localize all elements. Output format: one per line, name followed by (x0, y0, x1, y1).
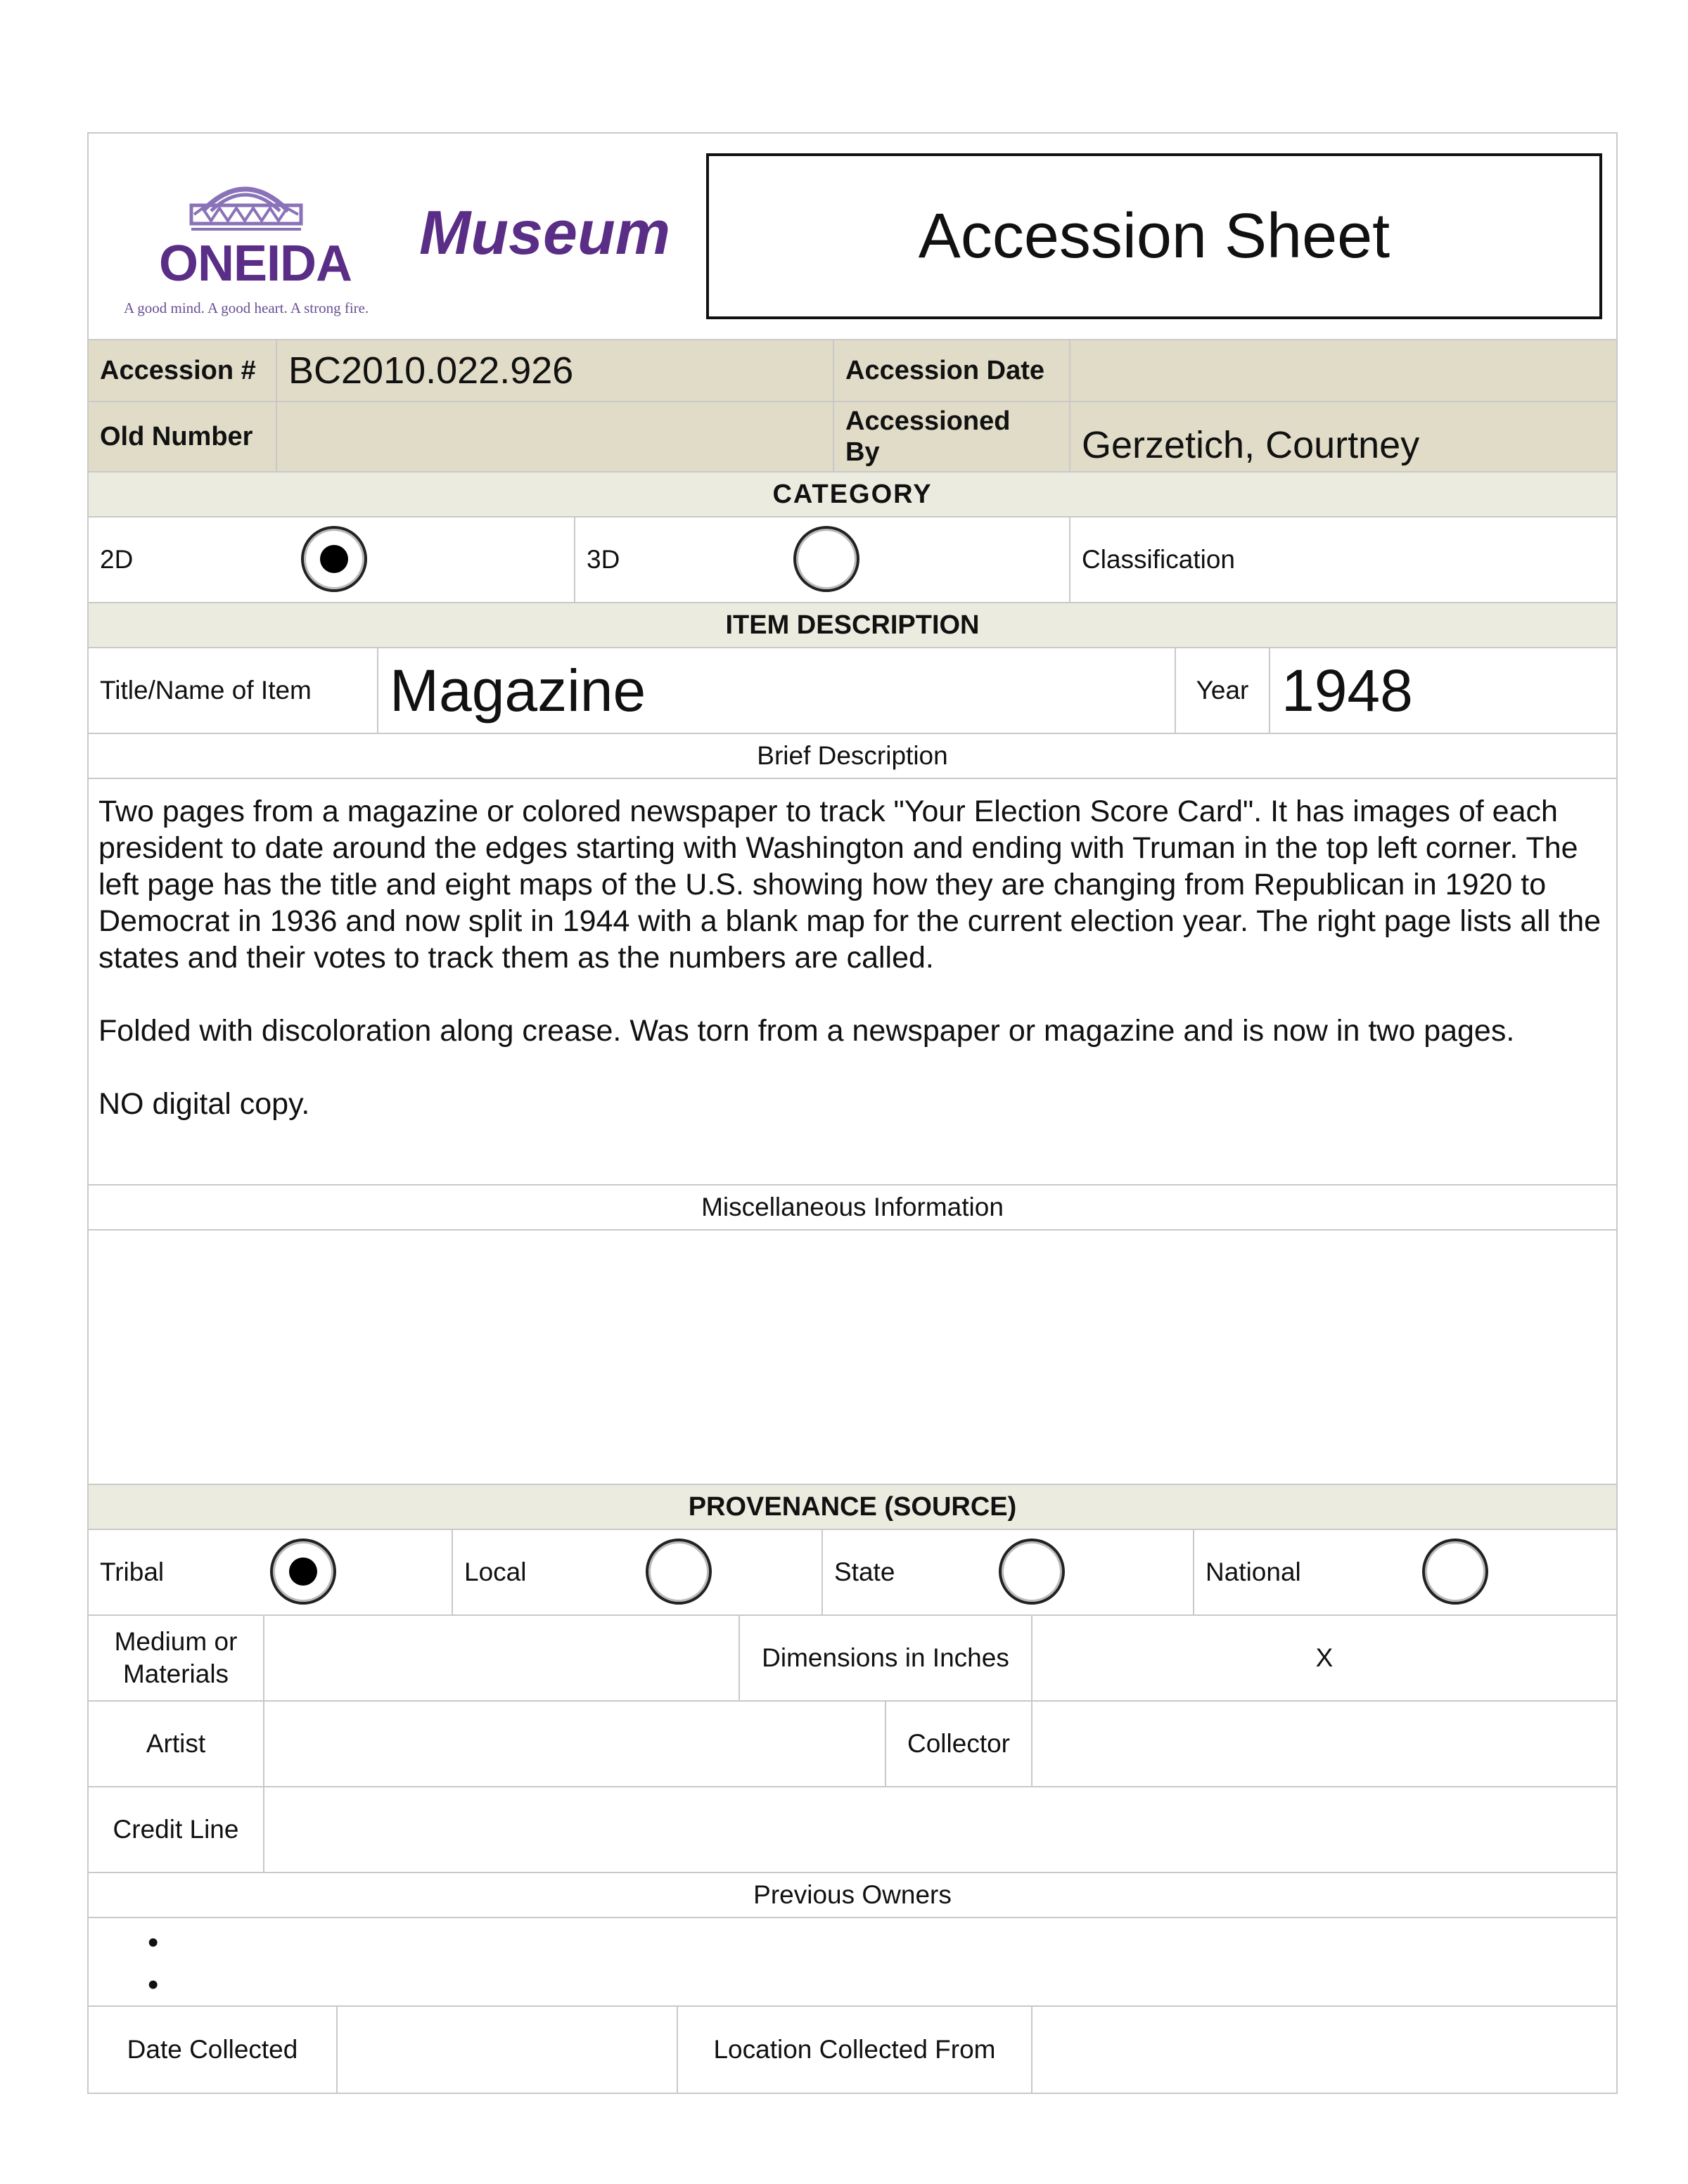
brief-description-paragraph: Folded with discoloration along crease. Was torn from a newspaper or magazine and is now in two pages. (98, 1014, 1515, 1048)
misc-info-heading-row (89, 1186, 1616, 1231)
previous-owners-list[interactable] (89, 1918, 1616, 2007)
provenance-tribal-label: Tribal (100, 1557, 165, 1586)
artist-label: Artist (146, 1729, 206, 1758)
old-number-label: Old Number (100, 421, 253, 451)
provenance-state-radio[interactable] (999, 1539, 1065, 1605)
radio-selected-dot (289, 1557, 317, 1586)
brief-description-label: Brief Description (757, 741, 948, 770)
category-options-row (89, 518, 1616, 603)
provenance-heading: PROVENANCE (SOURCE) (688, 1491, 1017, 1522)
category-3d-radio[interactable] (793, 526, 859, 592)
item-description-heading: ITEM DESCRIPTION (725, 610, 980, 640)
form-header (89, 134, 1616, 340)
provenance-local-radio[interactable] (646, 1539, 712, 1605)
artist-value[interactable] (264, 1702, 886, 1786)
date-collected-label: Date Collected (127, 2035, 298, 2064)
date-collected-value[interactable] (338, 2007, 678, 2093)
provenance-national-label: National (1206, 1557, 1301, 1586)
provenance-tribal-radio[interactable] (270, 1539, 336, 1605)
category-heading-row (89, 473, 1616, 518)
logo-wordmark: ONEIDA (159, 236, 352, 292)
location-collected-label: Location Collected From (713, 2035, 996, 2064)
museum-label: Museum (419, 198, 670, 267)
medium-dimensions-row (89, 1616, 1616, 1702)
title-label: Title/Name of Item (100, 676, 312, 705)
brief-description-paragraph: Two pages from a magazine or colored newspaper to track "Your Election Score Card". It has images of each president to date around the edges starting with Washington and ending with Truman in the top left corner. The left page has the title and eight maps of the U.S. showing how they are changing from Republican in 1920 to Democrat in 1936 and now split in 1944 with a blank map for the current election year. The right page lists all the states and their votes to track them as the numbers are called. (98, 795, 1601, 975)
dimensions-value[interactable] (1032, 1616, 1616, 1700)
collector-label: Collector (907, 1729, 1010, 1758)
collector-value[interactable] (1032, 1702, 1616, 1786)
accession-number-label: Accession # (100, 355, 256, 385)
medium-label-line2: Materials (122, 1659, 229, 1688)
credit-line-label: Credit Line (113, 1815, 239, 1844)
item-description-heading-row (89, 603, 1616, 648)
credit-line-row (89, 1787, 1616, 1873)
previous-owner-bullet: • (148, 1925, 159, 1960)
brief-description-paragraph: NO digital copy. (98, 1087, 310, 1121)
sheet-title: Accession Sheet (918, 200, 1390, 271)
provenance-options-row (89, 1530, 1616, 1616)
provenance-heading-row (89, 1485, 1616, 1530)
accession-number-row (89, 340, 1616, 402)
category-2d-label: 2D (100, 545, 134, 574)
brief-description-heading-row (89, 734, 1616, 779)
provenance-state-label: State (834, 1557, 895, 1586)
accession-date-label: Accession Date (845, 355, 1045, 385)
oneida-logo (104, 162, 414, 323)
previous-owners-label: Previous Owners (753, 1880, 952, 1909)
radio-selected-dot (320, 545, 348, 573)
medium-value[interactable] (264, 1616, 740, 1700)
misc-info-label: Miscellaneous Information (701, 1193, 1004, 1221)
artist-collector-row (89, 1702, 1616, 1787)
location-collected-value[interactable] (1032, 2007, 1616, 2093)
provenance-local-label: Local (464, 1557, 527, 1586)
category-3d-label: 3D (587, 545, 620, 574)
accessioned-by-label-line1: Accessioned (845, 406, 1011, 436)
longhouse-arch-icon (104, 162, 414, 246)
logo-tagline: A good mind. A good heart. A strong fire. (124, 300, 369, 316)
sheet-title-box (706, 153, 1602, 319)
medium-label-line1: Medium or (114, 1627, 238, 1656)
brief-description-text[interactable] (89, 779, 1616, 1186)
category-heading: CATEGORY (772, 479, 933, 509)
category-2d-radio[interactable] (301, 526, 367, 592)
credit-line-value[interactable] (264, 1787, 1616, 1872)
dimensions-separator: X (1315, 1643, 1334, 1672)
old-number-row (89, 402, 1616, 473)
year-value[interactable]: 1948 (1281, 657, 1413, 724)
collection-details-row (89, 2007, 1616, 2093)
accessioned-by-value[interactable]: Gerzetich, Courtney (1082, 424, 1420, 466)
title-row (89, 648, 1616, 734)
previous-owner-bullet: • (148, 1967, 159, 2002)
provenance-national-radio[interactable] (1422, 1539, 1488, 1605)
classification-label: Classification (1082, 545, 1235, 574)
accession-sheet-form (87, 132, 1618, 2094)
title-value[interactable]: Magazine (390, 657, 646, 724)
previous-owners-heading-row (89, 1873, 1616, 1918)
misc-info-area[interactable] (89, 1231, 1616, 1485)
year-label: Year (1196, 676, 1249, 705)
accession-number-value[interactable]: BC2010.022.926 (288, 349, 574, 392)
dimensions-label: Dimensions in Inches (762, 1643, 1009, 1672)
accessioned-by-label-line2: By (845, 437, 880, 467)
